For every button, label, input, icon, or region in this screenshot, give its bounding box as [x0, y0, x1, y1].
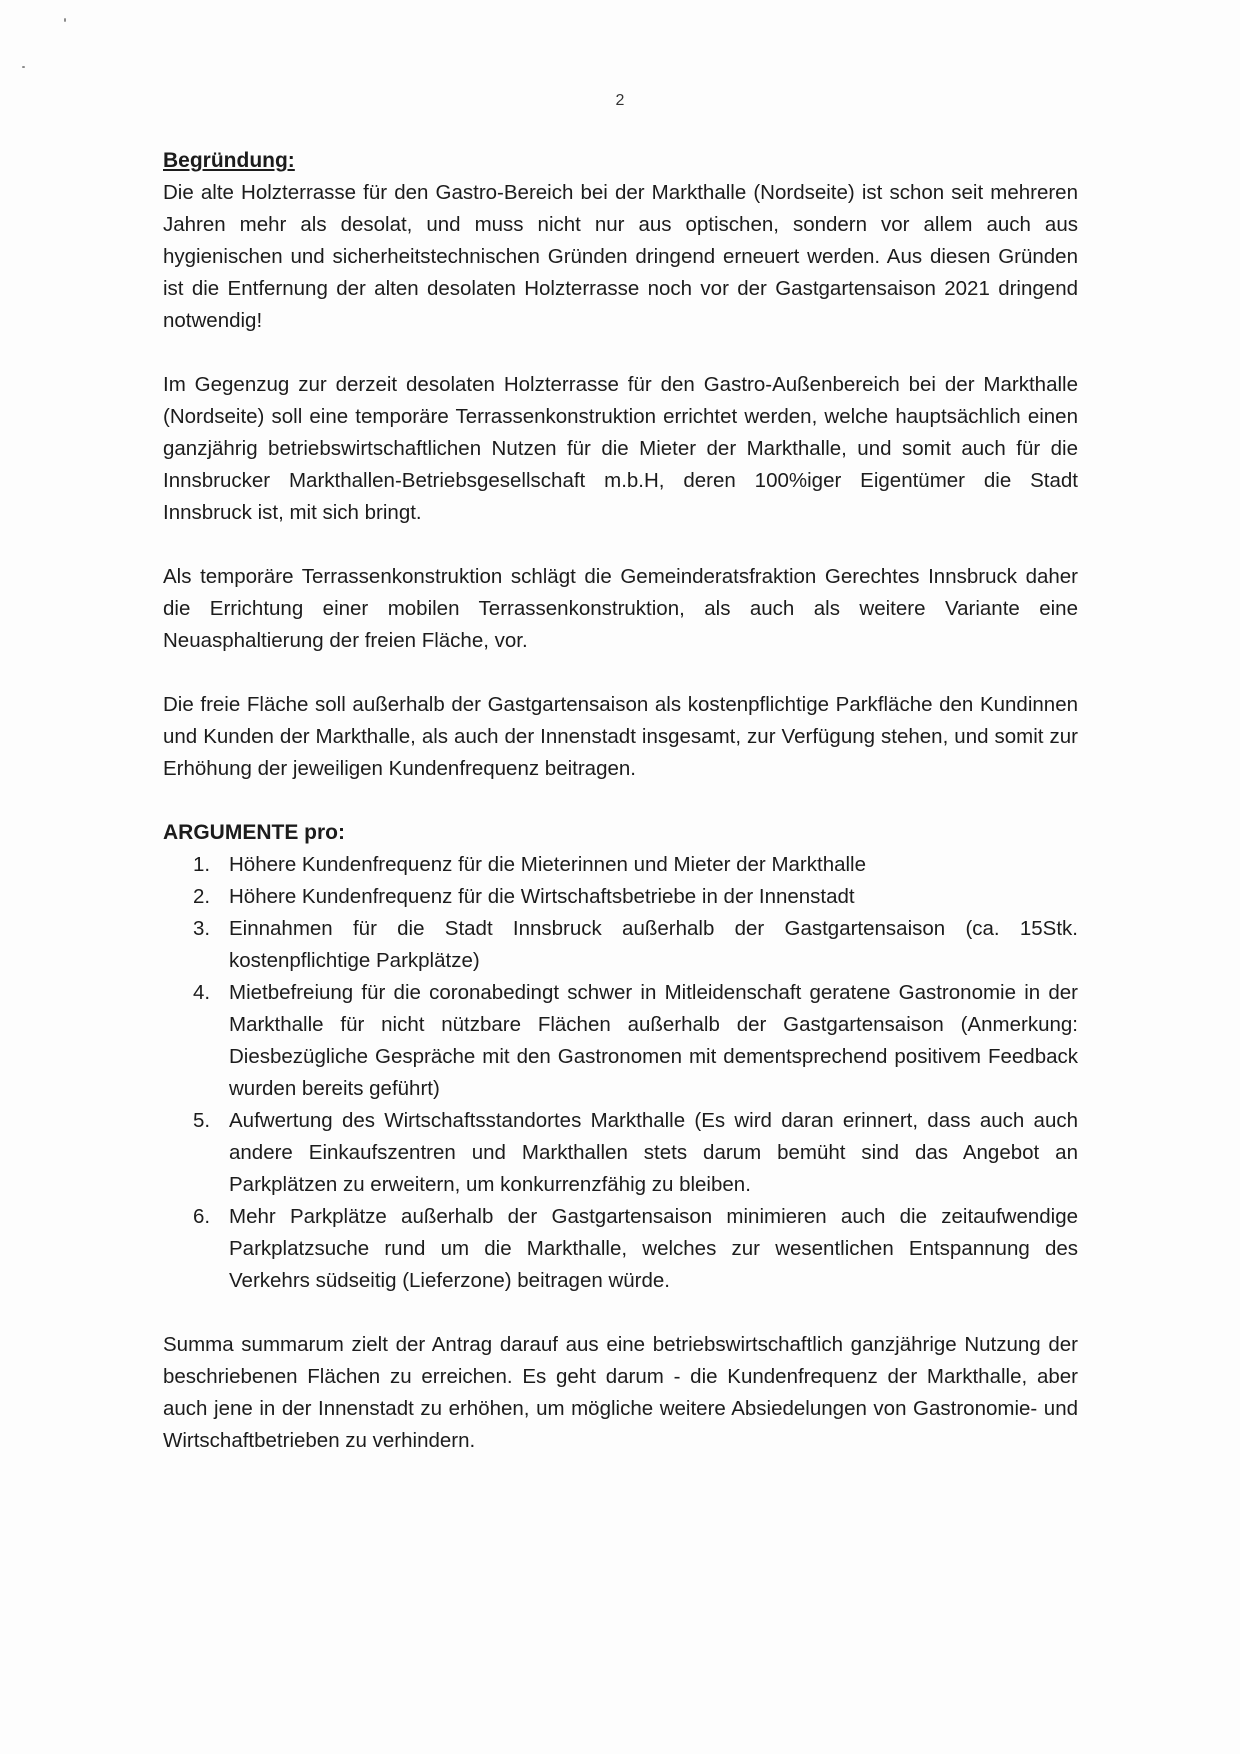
- scan-speck: [64, 18, 66, 22]
- argument-number: 6.: [193, 1205, 211, 1228]
- argument-text: Einnahmen für die Stadt Innsbruck außerhalb der Gastgartensaison (ca. 15Stk. kostenpflichtige Parkplätze): [229, 917, 1078, 972]
- page-number: 2: [615, 92, 625, 109]
- paragraph-proposal: Im Gegenzug zur derzeit desolaten Holzterrasse für den Gastro-Außenbereich bei der Markthalle (Nordseite) soll eine temporäre Terrassenkonstruktion errichtet werden, welche hauptsächlich einen ganzjährig betriebswirtschaftlichen Nutzen für die Mieter der Markthalle, und somit auch für die Innsbrucker Markthallen-Betriebsgesellschaft m.b.H, deren 100%iger Eigentümer die Stadt Innsbruck ist, mit sich bringt.: [163, 373, 1078, 524]
- argument-text: Aufwertung des Wirtschaftsstandortes Markthalle (Es wird daran erinnert, dass auch auch andere Einkaufszentren und Markthallen stets darum bemüht sind das Angebot an Parkplätzen zu erweitern, um konkurrenzfähig zu bleiben.: [229, 1109, 1078, 1196]
- argument-text: Höhere Kundenfrequenz für die Wirtschaftsbetriebe in der Innenstadt: [229, 885, 855, 908]
- argument-item: [163, 1105, 1078, 1201]
- arguments-list: [163, 849, 1078, 1297]
- argument-number: 2.: [193, 885, 211, 908]
- argument-item: [163, 849, 1078, 881]
- argument-item: [163, 881, 1078, 913]
- arguments-heading: ARGUMENTE pro:: [163, 821, 345, 844]
- paragraph-reasoning: Die alte Holzterrasse für den Gastro-Bereich bei der Markthalle (Nordseite) ist schon seit mehreren Jahren mehr als desolat, und muss nicht nur aus optischen, sondern vor allem auch aus hygienischen und sicherheitstechnischen Gründen dringend erneuert werden. Aus diesen Gründen ist die Entfernung der alten desolaten Holzterrasse noch vor der Gastgartensaison 2021 dringend notwendig!: [163, 181, 1078, 332]
- argument-item: [163, 913, 1078, 977]
- scan-speck: [22, 66, 25, 68]
- paragraph-parking-area: Die freie Fläche soll außerhalb der Gastgartensaison als kostenpflichtige Parkfläche den Kundinnen und Kunden der Markthalle, als auch der Innenstadt insgesamt, zur Verfügung stehen, und somit zur Erhöhung der jeweiligen Kundenfrequenz beitragen.: [163, 693, 1078, 780]
- argument-number: 5.: [193, 1109, 211, 1132]
- argument-number: 3.: [193, 917, 211, 940]
- argument-item: [163, 977, 1078, 1105]
- section-heading: Begründung:: [163, 149, 295, 172]
- argument-number: 4.: [193, 981, 211, 1004]
- paragraph-summary: Summa summarum zielt der Antrag darauf aus eine betriebswirtschaftlich ganzjährige Nutzung der beschriebenen Flächen zu erreichen. Es geht darum - die Kundenfrequenz der Markthalle, aber auch jene in der Innenstadt zu erhöhen, um mögliche weitere Absiedelungen von Gastronomie- und Wirtschaftbetrieben zu verhindern.: [163, 1333, 1078, 1452]
- argument-item: [163, 1201, 1078, 1297]
- argument-text: Mehr Parkplätze außerhalb der Gastgartensaison minimieren auch die zeitaufwendige Parkplatzsuche rund um die Markthalle, welches zur wesentlichen Entspannung des Verkehrs südseitig (Lieferzone) beitragen würde.: [229, 1205, 1078, 1292]
- paragraph-construction: Als temporäre Terrassenkonstruktion schlägt die Gemeinderatsfraktion Gerechtes Innsbruck daher die Errichtung einer mobilen Terrassenkonstruktion, als auch als weitere Variante eine Neuasphaltierung der freien Fläche, vor.: [163, 565, 1078, 652]
- argument-number: 1.: [193, 853, 211, 876]
- document-body: [163, 145, 1078, 1489]
- argument-text: Mietbefreiung für die coronabedingt schwer in Mitleidenschaft geratene Gastronomie in der Markthalle für nicht nützbare Flächen außerhalb der Gastgartensaison (Anmerkung: Diesbezügliche Gespräche mit den Gastronomen mit dementsprechend positivem Feedback wurden bereits geführt): [229, 981, 1078, 1100]
- argument-text: Höhere Kundenfrequenz für die Mieterinnen und Mieter der Markthalle: [229, 853, 867, 876]
